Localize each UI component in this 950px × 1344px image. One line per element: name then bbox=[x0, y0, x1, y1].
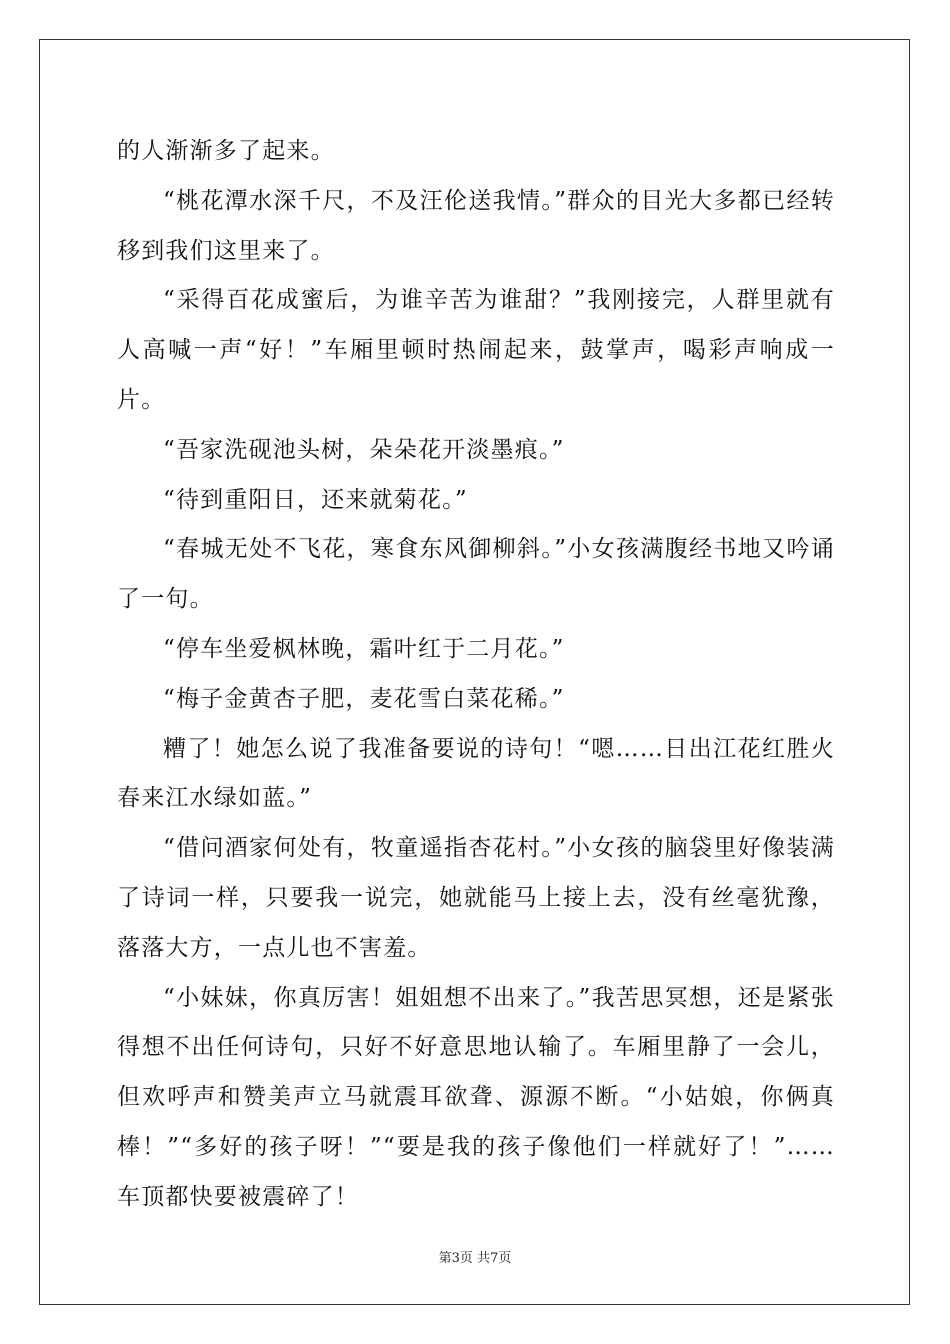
document-body bbox=[117, 127, 835, 1223]
paragraph-7: “停车坐爱枫林晚，霜叶红于二月花。” bbox=[163, 635, 565, 662]
paragraph-10: “借问酒家何处有，牧童遥指杏花村。”小女孩的脑袋里好像装满了诗词一样，只要我一说完，她就能马上接上去，没有丝毫犹豫，落落大方，一点儿也不害羞。 bbox=[117, 835, 835, 961]
paragraph-3: “采得百花成蜜后，为谁辛苦为谁甜？”我刚接完，人群里就有人高喊一声“好！”车厢里顿时热闹起来，鼓掌声，喝彩声响成一片。 bbox=[117, 287, 835, 413]
paragraph-1: 的人渐渐多了起来。 bbox=[117, 138, 335, 164]
paragraph-4: “吾家洗砚池头树，朵朵花开淡墨痕。” bbox=[163, 436, 565, 463]
paragraph-8: “梅子金黄杏子肥，麦花雪白菜花稀。” bbox=[163, 685, 565, 712]
paragraph-6: “春城无处不飞花，寒食东风御柳斜。”小女孩满腹经书地又吟诵了一句。 bbox=[117, 536, 835, 613]
paragraph-11: “小妹妹，你真厉害！姐姐想不出来了。”我苦思冥想，还是紧张得想不出任何诗句，只好不好意思地认输了。车厢里静了一会儿，但欢呼声和赞美声立马就震耳欲聋、源源不断。“小姑娘，你俩真棒！”“多好的孩子呀！”“要是我的孩子像他们一样就好了！”……车顶都快要被震碎了！ bbox=[117, 984, 835, 1210]
page-number-footer: 第3页 共7页 bbox=[438, 1251, 512, 1266]
paragraph-5: “待到重阳日，还来就菊花。” bbox=[163, 486, 468, 513]
paragraph-2: “桃花潭水深千尺，不及汪伦送我情。”群众的目光大多都已经转移到我们这里来了。 bbox=[117, 187, 835, 264]
paragraph-9: 糟了！她怎么说了我准备要说的诗句！“嗯……日出江花红胜火春来江水绿如蓝。” bbox=[117, 735, 835, 812]
